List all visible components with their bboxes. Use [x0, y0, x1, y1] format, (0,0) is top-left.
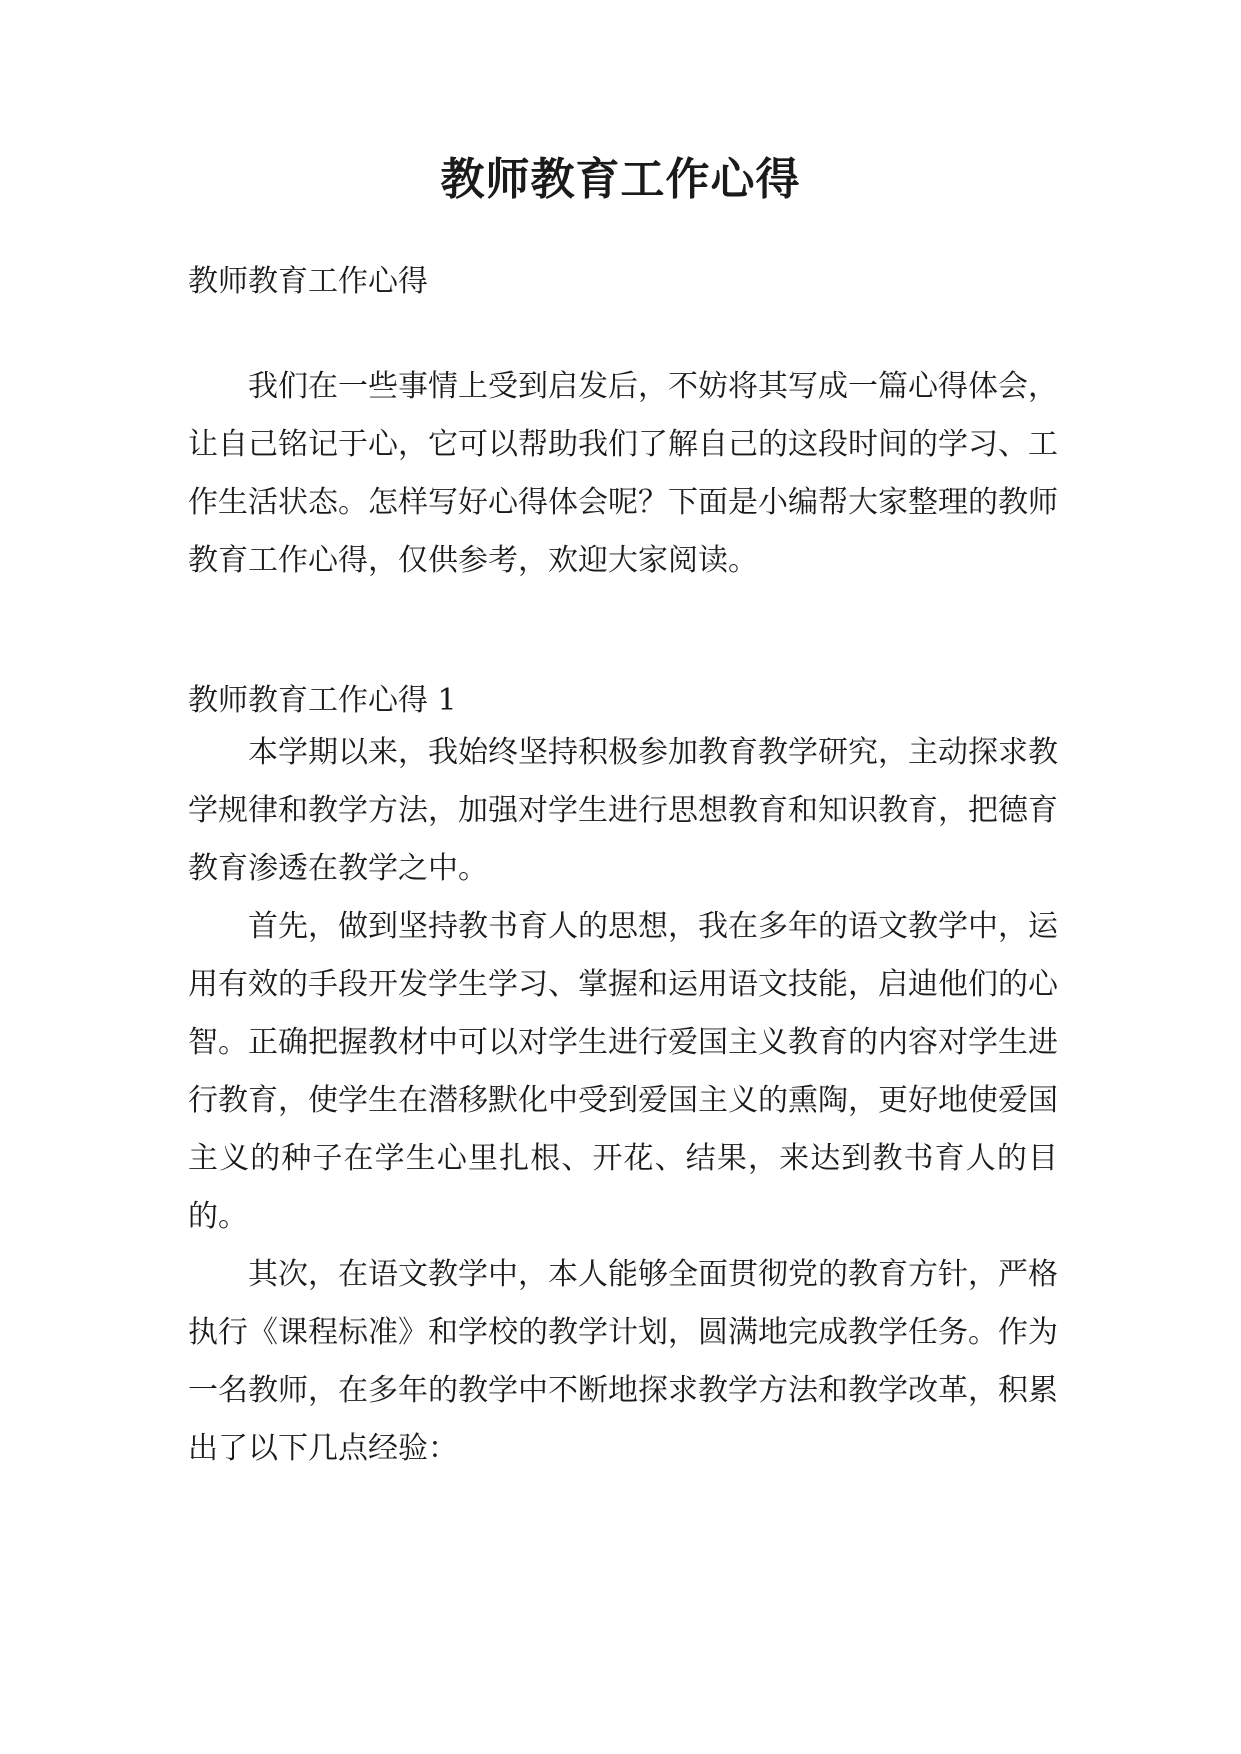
document-subtitle: 教师教育工作心得	[188, 264, 428, 299]
section-body	[188, 724, 1058, 1478]
intro-block	[188, 358, 1058, 590]
document-title: 教师教育工作心得	[440, 154, 801, 205]
section-heading: 教师教育工作心得 1	[188, 683, 457, 718]
intro-paragraph: 我们在一些事情上受到启发后，不妨将其写成一篇心得体会，让自己铭记于心，它可以帮助我们了解自己的这段时间的学习、工作生活状态。怎样写好心得体会呢？下面是小编帮大家整理的教师教育工作心得，仅供参考，欢迎大家阅读。	[188, 369, 1058, 578]
body-paragraph-2: 首先，做到坚持教书育人的思想，我在多年的语文教学中，运用有效的手段开发学生学习、掌握和运用语文技能，启迪他们的心智。正确把握教材中可以对学生进行爱国主义教育的内容对学生进行教育，使学生在潜移默化中受到爱国主义的熏陶，更好地使爱国主义的种子在学生心里扎根、开花、结果，来达到教书育人的目的。	[188, 909, 1058, 1234]
body-paragraph-3: 其次，在语文教学中，本人能够全面贯彻党的教育方针，严格执行《课程标准》和学校的教学计划，圆满地完成教学任务。作为一名教师，在多年的教学中不断地探求教学方法和教学改革，积累出了以下几点经验：	[188, 1257, 1058, 1466]
body-paragraph-1: 本学期以来，我始终坚持积极参加教育教学研究，主动探求教学规律和教学方法，加强对学生进行思想教育和知识教育，把德育教育渗透在教学之中。	[188, 735, 1058, 886]
